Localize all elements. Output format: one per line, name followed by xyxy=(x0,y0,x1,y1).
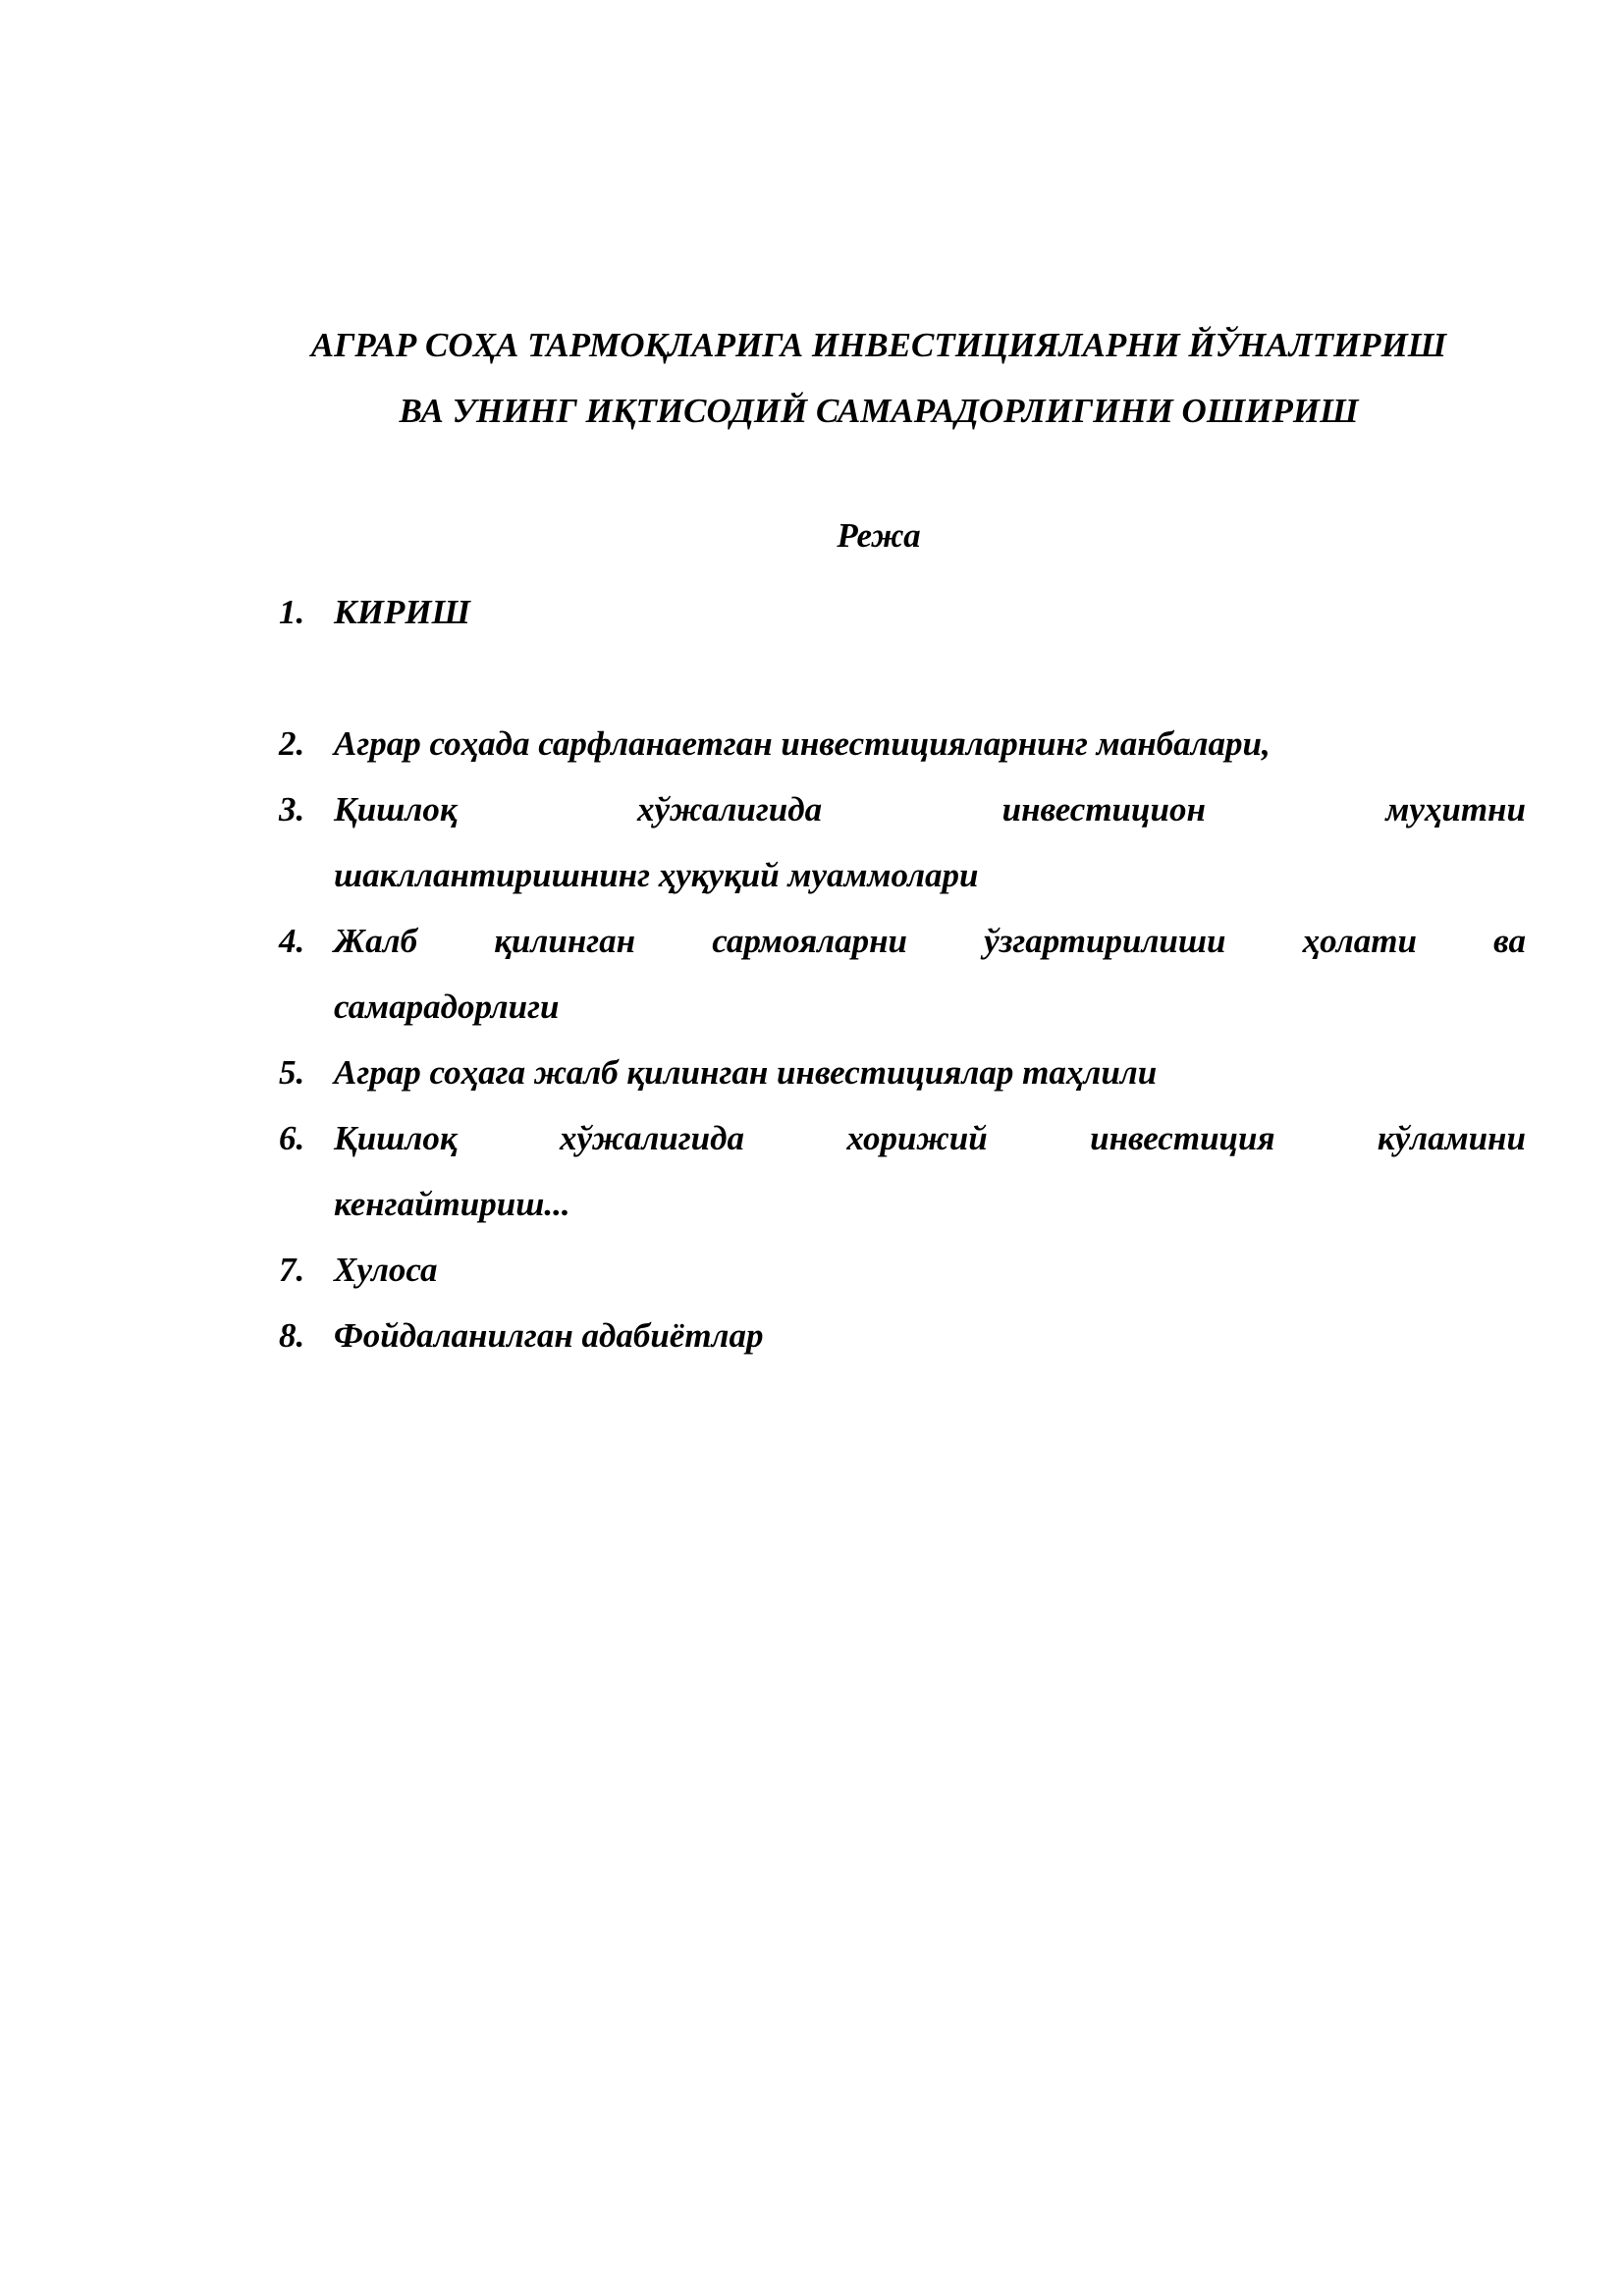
plan-item-number: 8. xyxy=(279,1316,305,1355)
plan-item-text: Аграр соҳада сарфланаетган инвестицияларнинг манбалари, xyxy=(334,724,1271,763)
word: Қишлоқ xyxy=(334,1119,458,1157)
plan-item-number: 3. xyxy=(279,790,305,828)
word: хўжалигида xyxy=(637,790,823,828)
word: Қишлоқ xyxy=(334,790,458,828)
plan-item-5 xyxy=(279,1040,1526,1105)
word: қилинган xyxy=(494,922,636,960)
word: инвестиция xyxy=(1090,1119,1275,1157)
plan-item-text: Хулоса xyxy=(334,1251,438,1289)
plan-item-text: Аграр соҳага жалб қилинган инвестициялар таҳлили xyxy=(334,1053,1158,1092)
word: ҳолати xyxy=(1302,922,1417,960)
plan-item-text: КИРИШ xyxy=(334,593,470,631)
word: муҳитни xyxy=(1385,790,1526,828)
plan-item-text-line-1 xyxy=(334,776,1526,842)
title-line-1: АГРАР СОҲА ТАРМОҚЛАРИГА ИНВЕСТИЦИЯЛАРНИ ЙЎНАЛТИРИШ xyxy=(310,326,1447,364)
plan-item-text-line-2: кенгайтириш... xyxy=(334,1185,570,1223)
plan-item-number: 1. xyxy=(279,593,305,631)
plan-item-text: Фойдаланилган адабиётлар xyxy=(334,1316,764,1355)
plan-item-1 xyxy=(279,579,1526,645)
document-title xyxy=(226,312,1532,444)
plan-item-text-line-2: шакллантиришнинг ҳуқуқий муаммолари xyxy=(334,856,979,894)
plan-item-8 xyxy=(279,1303,1526,1368)
plan-item-number: 2. xyxy=(279,724,305,763)
word: ўзгартирилиши xyxy=(984,922,1226,960)
plan-item-number: 7. xyxy=(279,1251,305,1289)
plan-item-number: 6. xyxy=(279,1119,305,1157)
plan-item-3 xyxy=(279,776,1526,908)
plan-item-4 xyxy=(279,908,1526,1040)
word: сармояларни xyxy=(712,922,908,960)
plan-item-text-line-1 xyxy=(334,1105,1526,1171)
word: кўламини xyxy=(1377,1119,1526,1157)
plan-item-6 xyxy=(279,1105,1526,1237)
plan-item-7 xyxy=(279,1237,1526,1303)
plan-item-2 xyxy=(279,711,1526,776)
word: хорижий xyxy=(846,1119,988,1157)
plan-list xyxy=(279,579,1526,1368)
plan-item-number: 4. xyxy=(279,922,305,960)
title-line-2: ВА УНИНГ ИҚТИСОДИЙ САМАРАДОРЛИГИНИ ОШИРИШ xyxy=(399,392,1359,430)
word: ва xyxy=(1493,922,1526,960)
word: инвестицион xyxy=(1001,790,1206,828)
plan-item-text-line-2: самарадорлиги xyxy=(334,988,560,1026)
plan-heading: Режа xyxy=(837,516,921,555)
plan-item-number: 5. xyxy=(279,1053,305,1092)
plan-item-text-line-1 xyxy=(334,908,1526,974)
word: хўжалигида xyxy=(559,1119,745,1157)
word: Жалб xyxy=(334,922,418,960)
